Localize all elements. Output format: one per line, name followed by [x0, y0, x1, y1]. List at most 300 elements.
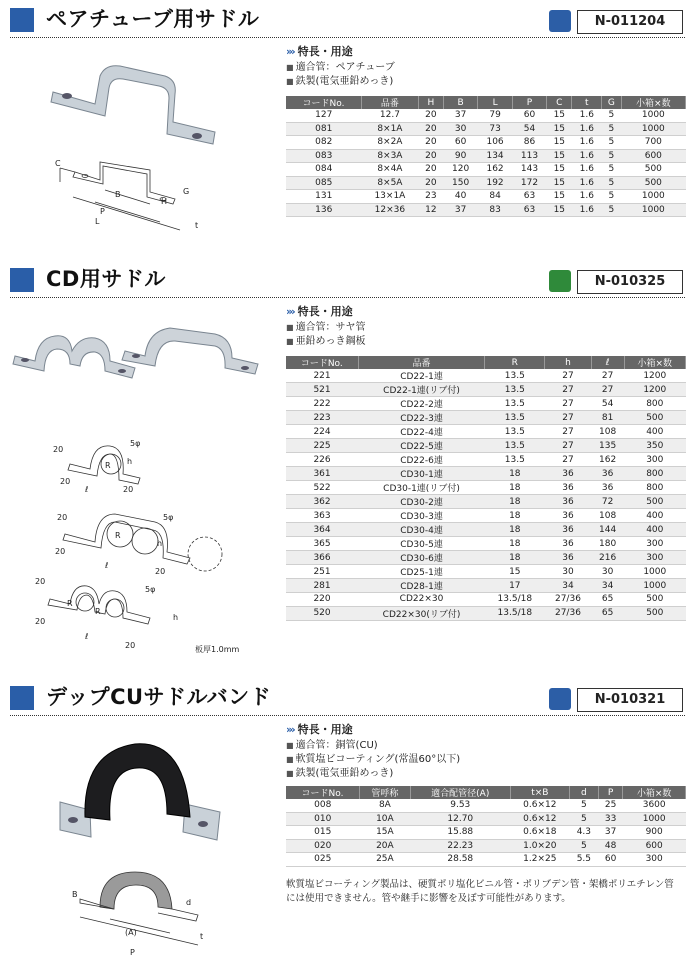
table-cell: CD30-6連 [358, 551, 485, 565]
table-cell: 30 [591, 565, 624, 579]
svg-text:20: 20 [57, 513, 68, 522]
table-cell: 5 [569, 839, 598, 853]
table-cell: 5 [602, 109, 621, 122]
svg-text:G: G [183, 187, 190, 196]
table-cell: 65 [591, 606, 624, 620]
table-cell: 1.6 [572, 163, 602, 177]
feature-item: ■ 亜鉛めっき鋼板 [286, 335, 366, 349]
svg-text:h: h [173, 613, 179, 622]
table-cell: 520 [286, 606, 358, 620]
table-cell: 162 [591, 453, 624, 467]
arrow-icon: ››› [286, 45, 294, 58]
table-cell: 1000 [624, 565, 685, 579]
table-cell: 36 [545, 495, 591, 509]
column-header: R [485, 356, 545, 369]
table-cell: 13.5 [485, 425, 545, 439]
table-cell: 081 [286, 122, 362, 136]
table-row [286, 799, 686, 812]
table-cell: 5 [602, 176, 621, 190]
svg-text:20: 20 [155, 567, 166, 576]
table-row [286, 149, 686, 163]
table-cell: CD22-3連 [358, 411, 485, 425]
svg-text:20: 20 [125, 641, 136, 650]
table-row [286, 190, 686, 204]
svg-text:R: R [105, 461, 111, 470]
table-cell: 8×2A [362, 136, 419, 150]
table-cell: 135 [591, 439, 624, 453]
spec-table [286, 786, 686, 867]
svg-text:h: h [157, 539, 163, 548]
table-cell: 700 [621, 136, 685, 150]
table-cell: 36 [545, 509, 591, 523]
table-cell: 5.5 [569, 853, 598, 867]
table-row [286, 397, 686, 411]
table-cell: 15 [485, 565, 545, 579]
table-cell: 27 [545, 453, 591, 467]
column-header: L [478, 96, 512, 109]
svg-text:R: R [115, 531, 121, 540]
svg-text:20: 20 [35, 577, 46, 586]
table-cell: 20 [418, 163, 443, 177]
svg-text:B: B [115, 190, 121, 199]
section-title: ペアチューブ用サドル [46, 7, 260, 31]
table-cell: 13.5 [485, 453, 545, 467]
table-cell: 27 [545, 369, 591, 383]
svg-text:20: 20 [60, 477, 71, 486]
table-cell: 1.6 [572, 149, 602, 163]
table-cell: 30 [443, 122, 477, 136]
svg-text:C: C [55, 159, 61, 168]
svg-text:d: d [186, 898, 192, 907]
title-marker [10, 8, 34, 32]
column-header: C [547, 96, 572, 109]
table-cell: 162 [478, 163, 512, 177]
table-cell: CD30-1連 [358, 467, 485, 481]
table-cell: CD30-5連 [358, 537, 485, 551]
table-cell: 131 [286, 190, 362, 204]
table-cell: 37 [443, 109, 477, 122]
product-code: N-010321 [577, 688, 683, 712]
arrow-icon: ››› [286, 723, 294, 736]
cd-saddle-diagrams [15, 434, 250, 659]
table-cell: 27 [591, 383, 624, 397]
usage-note: 軟質塩ビコーティング製品は、硬質ポリ塩化ビニル管・ポリブデン管・架橋ポリエチレン管には使用できません。管や継手に影響を及ぼす可能性があります。 [286, 879, 674, 904]
table-cell: 1.6 [572, 136, 602, 150]
table-cell: 15 [547, 136, 572, 150]
table-cell: 1200 [624, 369, 685, 383]
column-header: 適合配管径(A) [410, 786, 510, 799]
table-cell: 143 [512, 163, 546, 177]
table-cell: 12.70 [410, 812, 510, 826]
table-cell: 13.5 [485, 411, 545, 425]
table-cell: 1.6 [572, 122, 602, 136]
svg-text:20: 20 [123, 485, 134, 494]
feature-item: ■ 適合管：サヤ管 [286, 321, 366, 335]
table-cell: 60 [443, 136, 477, 150]
table-cell: CD22-1連 [358, 369, 485, 383]
table-cell: 500 [621, 176, 685, 190]
svg-text:R: R [67, 599, 73, 608]
table-cell: 83 [478, 203, 512, 217]
table-cell: 362 [286, 495, 358, 509]
table-cell: 025 [286, 853, 360, 867]
table-row [286, 551, 686, 565]
table-cell: 900 [623, 826, 686, 840]
table-cell: 18 [485, 509, 545, 523]
column-header: t×B [510, 786, 569, 799]
table-cell: 008 [286, 799, 360, 812]
table-row [286, 523, 686, 537]
table-cell: CD22×30(リブ付) [358, 606, 485, 620]
table-cell: 1200 [624, 383, 685, 397]
table-cell: 222 [286, 397, 358, 411]
table-cell: CD25-1連 [358, 565, 485, 579]
table-cell: 36 [591, 467, 624, 481]
table-row [286, 839, 686, 853]
table-cell: 13×1A [362, 190, 419, 204]
features-block [286, 723, 460, 781]
table-cell: 36 [545, 467, 591, 481]
table-row [286, 109, 686, 122]
table-row [286, 509, 686, 523]
column-header: コードNo. [286, 356, 358, 369]
table-cell: 800 [624, 481, 685, 495]
table-cell: 84 [478, 190, 512, 204]
table-cell: 350 [624, 439, 685, 453]
arrow-icon: ››› [286, 305, 294, 318]
table-cell: 13.5 [485, 383, 545, 397]
column-header: P [512, 96, 546, 109]
table-cell: 400 [624, 509, 685, 523]
product-code: N-011204 [577, 10, 683, 34]
column-header: ℓ [591, 356, 624, 369]
table-cell: 15 [547, 190, 572, 204]
section-title: デップCUサドルバンド [46, 685, 272, 709]
table-cell: 27/36 [545, 593, 591, 607]
table-cell: 400 [624, 523, 685, 537]
table-cell: 65 [591, 593, 624, 607]
table-cell: CD22×30 [358, 593, 485, 607]
table-cell: 5 [602, 203, 621, 217]
column-header: 小箱×数 [624, 356, 685, 369]
table-cell: 1000 [623, 812, 686, 826]
table-cell: 27/36 [545, 606, 591, 620]
table-cell: 083 [286, 149, 362, 163]
table-cell: 5 [602, 190, 621, 204]
section-pair-tube-saddle [0, 4, 695, 254]
svg-text:5φ: 5φ [130, 439, 141, 448]
table-cell: 63 [512, 190, 546, 204]
table-cell: 20 [418, 176, 443, 190]
table-cell: 27 [545, 397, 591, 411]
table-cell: 18 [485, 481, 545, 495]
table-cell: 113 [512, 149, 546, 163]
table-row [286, 565, 686, 579]
table-cell: 36 [545, 551, 591, 565]
table-cell: 37 [598, 826, 622, 840]
table-row [286, 812, 686, 826]
table-cell: 1.2×25 [510, 853, 569, 867]
table-row [286, 203, 686, 217]
table-cell: 15 [547, 122, 572, 136]
table-cell: 800 [624, 397, 685, 411]
table-cell: 86 [512, 136, 546, 150]
table-cell: 134 [478, 149, 512, 163]
section-header [10, 682, 685, 716]
table-row [286, 453, 686, 467]
table-cell: 366 [286, 551, 358, 565]
spec-table [286, 356, 686, 621]
table-cell: 010 [286, 812, 360, 826]
table-row [286, 425, 686, 439]
table-cell: 5 [602, 122, 621, 136]
table-cell: CD22-6連 [358, 453, 485, 467]
table-cell: 192 [478, 176, 512, 190]
table-row [286, 606, 686, 620]
table-cell: CD22-1連(リブ付) [358, 383, 485, 397]
table-cell: 25 [598, 799, 622, 812]
header-divider [10, 37, 685, 38]
table-cell: 60 [512, 109, 546, 122]
table-cell: 226 [286, 453, 358, 467]
table-cell: 500 [621, 163, 685, 177]
table-cell: 18 [485, 495, 545, 509]
table-cell: 73 [478, 122, 512, 136]
table-cell: 225 [286, 439, 358, 453]
table-cell: 1.6 [572, 109, 602, 122]
table-cell: 36 [545, 481, 591, 495]
table-cell: 18 [485, 523, 545, 537]
table-cell: CD30-4連 [358, 523, 485, 537]
table-cell: 28.58 [410, 853, 510, 867]
section-header [10, 264, 685, 298]
table-cell: 27 [545, 383, 591, 397]
table-cell: 015 [286, 826, 360, 840]
table-cell: 20A [360, 839, 411, 853]
table-cell: 8×3A [362, 149, 419, 163]
table-cell: CD22-4連 [358, 425, 485, 439]
title-marker [10, 686, 34, 710]
table-cell: 54 [512, 122, 546, 136]
table-row [286, 481, 686, 495]
table-cell: 27 [545, 411, 591, 425]
table-row [286, 593, 686, 607]
table-body [286, 799, 686, 866]
table-cell: 13.5/18 [485, 593, 545, 607]
table-row [286, 537, 686, 551]
table-row [286, 579, 686, 593]
header-divider [10, 715, 685, 716]
column-header: B [443, 96, 477, 109]
table-cell: 5 [569, 799, 598, 812]
table-cell: 1.6 [572, 176, 602, 190]
table-cell: 0.6×18 [510, 826, 569, 840]
table-cell: 281 [286, 579, 358, 593]
table-row [286, 411, 686, 425]
table-cell: 20 [418, 149, 443, 163]
table-cell: 8A [360, 799, 411, 812]
table-cell: 600 [623, 839, 686, 853]
table-cell: 20 [418, 136, 443, 150]
svg-text:H: H [161, 197, 168, 206]
table-cell: 12 [418, 203, 443, 217]
table-cell: 36 [545, 537, 591, 551]
table-row [286, 122, 686, 136]
column-header: 品番 [358, 356, 485, 369]
table-cell: CD22-2連 [358, 397, 485, 411]
svg-text:t: t [195, 221, 199, 230]
table-row [286, 369, 686, 383]
table-cell: 300 [623, 853, 686, 867]
table-cell: 5 [602, 136, 621, 150]
table-cell: CD30-3連 [358, 509, 485, 523]
table-cell: 13.5 [485, 439, 545, 453]
table-cell: 9.53 [410, 799, 510, 812]
svg-text:t: t [200, 932, 204, 941]
table-row [286, 439, 686, 453]
svg-text:ℓ: ℓ [85, 632, 89, 641]
table-cell: 63 [512, 203, 546, 217]
column-header: コードNo. [286, 96, 362, 109]
table-cell: 5 [602, 149, 621, 163]
table-cell: 8×1A [362, 122, 419, 136]
table-cell: 180 [591, 537, 624, 551]
feature-item: ■ 適合管：ペアチューブ [286, 61, 395, 75]
table-cell: 361 [286, 467, 358, 481]
table-cell: 1000 [621, 109, 685, 122]
spec-table [286, 96, 686, 217]
table-cell: CD22-5連 [358, 439, 485, 453]
column-header: t [572, 96, 602, 109]
feature-item: ■ 鉄製(電気亜鉛めっき) [286, 767, 460, 781]
table-cell: 18 [485, 467, 545, 481]
table-cell: 5 [569, 812, 598, 826]
table-cell: 108 [591, 509, 624, 523]
svg-text:P: P [100, 207, 105, 216]
table-cell: 1000 [624, 579, 685, 593]
table-cell: 085 [286, 176, 362, 190]
table-cell: 15.88 [410, 826, 510, 840]
table-cell: 365 [286, 537, 358, 551]
table-cell: 79 [478, 109, 512, 122]
table-cell: 300 [624, 537, 685, 551]
table-cell: 223 [286, 411, 358, 425]
table-cell: 27 [545, 439, 591, 453]
table-cell: 1.6 [572, 203, 602, 217]
section-header [10, 4, 685, 38]
table-cell: 15 [547, 109, 572, 122]
table-cell: 20 [418, 122, 443, 136]
table-cell: 522 [286, 481, 358, 495]
features-block [286, 305, 366, 349]
table-cell: 216 [591, 551, 624, 565]
features-heading: 特長・用途 [297, 305, 353, 318]
dip-cu-saddle-diagram [70, 867, 210, 962]
table-cell: 1000 [621, 122, 685, 136]
column-header: 小箱×数 [623, 786, 686, 799]
table-cell: 020 [286, 839, 360, 853]
svg-text:L: L [95, 217, 100, 226]
table-body [286, 109, 686, 217]
table-cell: 106 [478, 136, 512, 150]
table-cell: 363 [286, 509, 358, 523]
table-cell: 33 [598, 812, 622, 826]
table-cell: 15 [547, 163, 572, 177]
table-cell: 144 [591, 523, 624, 537]
table-cell: 120 [443, 163, 477, 177]
table-cell: 34 [591, 579, 624, 593]
table-cell: 15A [360, 826, 411, 840]
table-cell: CD30-1連(リブ付) [358, 481, 485, 495]
svg-text:5φ: 5φ [145, 585, 156, 594]
thickness-note: 板厚1.0mm [195, 645, 240, 654]
column-header: 小箱×数 [621, 96, 685, 109]
product-type-icon [549, 10, 571, 32]
table-cell: 8×5A [362, 176, 419, 190]
table-cell: 54 [591, 397, 624, 411]
svg-text:ℓ: ℓ [105, 561, 109, 570]
svg-text:5φ: 5φ [163, 513, 174, 522]
table-cell: 251 [286, 565, 358, 579]
table-cell: 1000 [621, 203, 685, 217]
column-header: コードNo. [286, 786, 360, 799]
table-cell: 22.23 [410, 839, 510, 853]
section-title: CD用サドル [46, 267, 166, 291]
table-row [286, 383, 686, 397]
table-cell: 150 [443, 176, 477, 190]
table-cell: 81 [591, 411, 624, 425]
table-cell: 36 [591, 481, 624, 495]
table-cell: 13.5/18 [485, 606, 545, 620]
table-cell: 27 [591, 369, 624, 383]
table-cell: 084 [286, 163, 362, 177]
table-cell: 3600 [623, 799, 686, 812]
table-cell: 25A [360, 853, 411, 867]
table-cell: 300 [624, 551, 685, 565]
table-cell: 500 [624, 495, 685, 509]
table-cell: 221 [286, 369, 358, 383]
title-marker [10, 268, 34, 292]
pair-saddle-diagram [55, 152, 215, 247]
table-row [286, 136, 686, 150]
pair-saddle-photo [45, 54, 225, 149]
table-cell: 34 [545, 579, 591, 593]
table-cell: 48 [598, 839, 622, 853]
table-cell: 13.5 [485, 369, 545, 383]
feature-item: ■ 軟質塩ビコーティング(常温60°以下) [286, 753, 460, 767]
svg-text:B: B [72, 890, 78, 899]
svg-text:20: 20 [35, 617, 46, 626]
table-cell: 20 [418, 109, 443, 122]
table-cell: 18 [485, 537, 545, 551]
table-cell: CD28-1連 [358, 579, 485, 593]
features-block [286, 45, 395, 89]
table-cell: 27 [545, 425, 591, 439]
table-cell: 0.6×12 [510, 799, 569, 812]
section-dip-cu-saddle-band [0, 682, 695, 966]
table-cell: 15 [547, 149, 572, 163]
table-row [286, 176, 686, 190]
table-cell: CD30-2連 [358, 495, 485, 509]
table-cell: 36 [545, 523, 591, 537]
table-cell: 220 [286, 593, 358, 607]
svg-text:P: P [130, 948, 135, 957]
column-header: 管呼称 [360, 786, 411, 799]
svg-text:20: 20 [55, 547, 66, 556]
table-cell: 17 [485, 579, 545, 593]
table-cell: 1000 [621, 190, 685, 204]
column-header: h [545, 356, 591, 369]
